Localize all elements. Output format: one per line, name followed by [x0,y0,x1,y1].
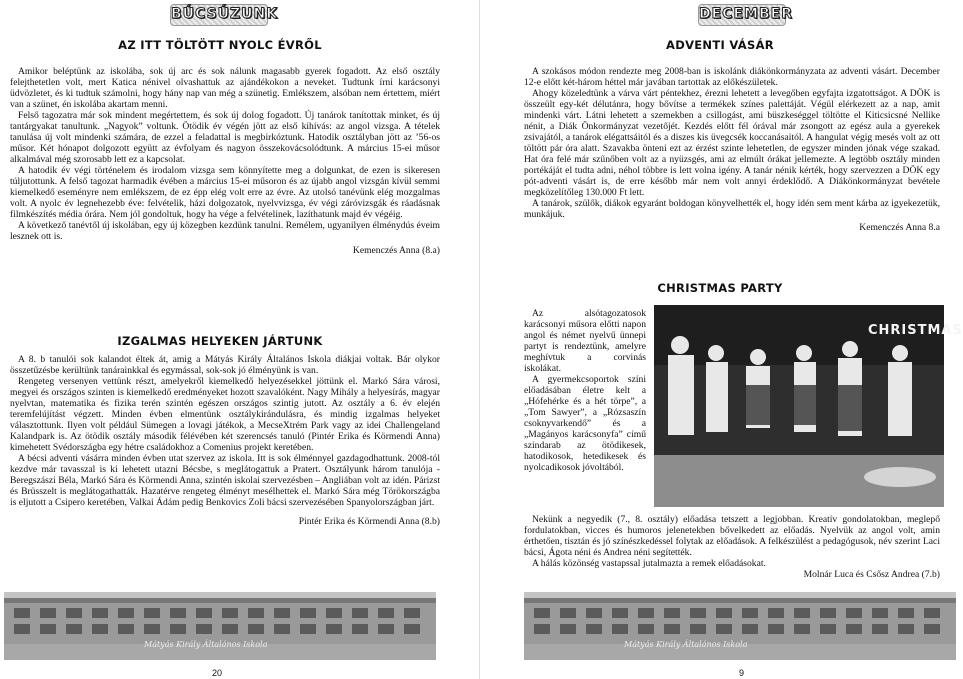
banner-title: DECEMBER [699,6,793,22]
article-title: IZGALMAS HELYEKEN JÁRTUNK [117,334,323,348]
signature: Kemenczés Anna 8.a [859,222,940,233]
right-page [480,0,963,679]
paragraph: A gyermekcsoportok színi előadásában életre kelt a „Hófehérke és a hét törpe”, a „Tom Sawyer”, a „Rózsaszín csoknyvarkendő” és a „Magányos karácsonyfa” című színdarab az ötödikesek, hatodikosok, hetedikesek és nyolcadikosok jóvoltából. [524,374,646,473]
section-banner [698,4,793,26]
article-body [524,514,940,580]
paragraph: Felső tagozatra már sok mindent megértettem, és sok új dolog fogadott. Új tanárok tanítottak minket, és új tantárgyakat tanultunk. „Nagyok” voltunk. Ötödik év végén jött az első kihívás: az angol vizsga. A tételek tanulása új volt mindenki számára, de ezzel a feladattal is megbirkóztunk. Hatodik osztályban jött az ’56-os műsor. Két hónapot dolgozott együtt az évfolyam és nagyon összekovácsolódtunk. A március 15-ei műsor alkalmával még szorosabb lett ez a kapcsolat. [10,110,440,165]
paragraph: A bécsi adventi vásárra minden évben utat szervez az iskola. Itt is sok élménnyel gazdagodhattunk. 2008-tól kezdve már tavasszal is ki lehetett utazni Bécsbe, s meglátogattuk a Pratert. Osztályunk három tanulója - Beregszászi Béla, Markó Sára és Körmendi Anna, szintén iskolai szervezésben – Angliában volt az idén. Párizst és Brüsszelt is meglátogathatták. Hazatérve rengeteg élményt mesélhettek el. Markó Sára még Törökországba is eljutott a Csipero keretében, Valkai Ádám pedig Benkovics Zoli bácsi szervezésében Spanyolországban járt. [10,453,440,508]
signature: Pintér Erika és Körmendi Anna (8.b) [298,516,440,527]
paragraph: Amikor beléptünk az iskolába, sok új arc és sok nálunk magasabb gyerek fogadott. Az első osztály felejthetetlen volt, mert Katica nénivel olvashattuk az ajándékokon a neveket. Tudtunk írni karácsonyi üdvözletet, és ki tudtuk számolni, hogy hány nap van még a szünetig. Emlékszem, alsóban nem értettem, miért van a szünet, én iskolába akartam menni. [10,66,440,110]
paragraph: Rengeteg versenyen vettünk részt, amelyekről kiemelkedő helyezésekkel jöttünk el. Markó Sára városi, megyei és országos szinten is kiemelkedő eredményeket hozott szavalóként. Nagy Mihály a helyesírás, magyar nyelvtan, matematika és fizika terén szintén egészen országos szintig jutott. Az osztály a 6. év elején teremfelújítást végzett. Minden évben elmentünk osztálykirándulásra, és mindig izgalmas helyeket választottunk. Ilyen volt például Sümegen a lovagi játékok, a MecseXtrém Park vagy az idei Challengeland Kalandpark is. Az ötödik osztály második félévében két szerencsés tanuló (Pintér Erika és Körmendi Anna) kimehetett Svédországba egy hétre családokhoz a Comenius projekt keretében. [10,376,440,453]
photo-caption: Mátyás Király Általános Iskola [144,640,268,649]
article-title: ADVENTI VÁSÁR [666,38,774,52]
photo-caption: Mátyás Király Általános Iskola [624,640,748,649]
article-body [10,354,440,527]
signature: Molnár Luca és Csősz Andrea (7.b) [803,569,940,580]
school-building-photo [4,592,436,660]
article-title: AZ ITT TÖLTÖTT NYOLC ÉVRŐL [118,38,322,52]
signature: Kemenczés Anna (8.a) [352,245,440,256]
article-side-text [524,308,646,473]
paragraph: A szokásos módon rendezte meg 2008-ban is iskolánk diákönkormányzata az adventi vásárt. December 12-e előtt két-három héttel már javában tartottak az előkészületek. [524,66,940,88]
article-body [10,66,440,256]
paragraph: Ahogy közeledtünk a várva várt péntekhez, érezni lehetett a levegőben egyfajta izgatottságot. A DÖK is összeült egy-két délutánra, hogy bővítse a termékek színes palettáját. Végül elérkezett az a nap, amit mindenki várt. Látni lehetett a szemekben a csillogást, ami büszkeséggel töltötte el Kiticsicsné Nellike nénit, a Diák Önkormányzat vezetőjét. Kezdés előtt fél órával már zsongott az egész aula a gyerekek zsivajától, a tanárok elégattsáitól és a diszes kis üvegcsék koccanásaitól. A hangulat végig mesés volt az ott töltött pár óra alatt. Szavakba önteni ezt az érzést szinte lehetetlen, de egyszer minden jónak vége szakad. Hat óra felé már szűnőben volt az a nyüzsgés, ami az elmúlt órákat jellemezte. A legtöbb osztály minden portékáját el tudta adni, néhol többre is lett volna igény. A tanár nénik kérték, hogy szervezzen a DÖK egy pót-adventi vásárt is, de erre később már nem volt annyi érdeklődő. A Diákönkormányzat bevétele megközelítőleg 130.000 Ft lett. [524,88,940,198]
page-number: 20 [212,668,223,678]
paragraph: Az alsótagozatosok karácsonyi műsora előtti napon angol és német nyelvű ünnepi partyt is rendeztünk, amelyre meghívtuk a corvinás iskolákat. [524,308,646,374]
paragraph: A következő tanévtől új iskolában, egy új közegben kezdünk tanulni. Remélem, ugyanilyen élménydús éveim lesznek ott is. [10,220,440,242]
article-title: CHRISTMAS PARTY [657,281,783,295]
school-building-photo [524,592,956,660]
section-banner [170,4,279,26]
school-building-image [4,592,436,660]
paragraph: Nekünk a negyedik (7., 8. osztály) előadása tetszett a legjobban. Kreatív gondolatokban, meglepő fordulatokban, vicces és humoros jelenetekben bővelkedett az előadás. Nyelvük az angol volt, amin érthetően, tisztán és jó színészkedéssel folytak az előadások. A felkészülést a pedagógusok, név szerint Laci bácsi, Ágota néni és Andrea néni segítették. [524,514,940,558]
page-number: 9 [739,668,745,678]
left-page [0,0,480,679]
christmas-party-photo [654,305,963,507]
paragraph: A 8. b tanulói sok kalandot éltek át, amig a Mátyás Király Általános Iskola diákjai voltak. Bár olykor összetűzésbe kerültünk tanárainkkal és egymással, sok-sok jó élményünk is van. [10,354,440,376]
photo-banner-text: CHRISTMAS [868,323,963,338]
article-body [524,66,940,233]
banner-title: BÚCSÚZUNK [171,6,279,22]
paragraph: A hálás közönség vastapssal jutalmazta a remek előadásokat. [532,558,766,569]
paragraph: A tanárok, szülők, diákok egyaránt boldogan könyvelhették el, hogy idén sem ment kárba az igyekezetük, munkájuk. [524,198,940,220]
paragraph: A hatodik év végi történelem és irodalom vizsga sem könnyítette meg a dolgunkat, de ezen is sikeresen túljutottunk. A felső tagozat harmadik évében a március 15-ei műsoron és az újabb angol vizsgán kívül semmi kiemelkedő eseményre nem emlékszem, de ez épp elég volt erre az évre. Az utolsó tanévünk elég mozgalmas volt. A nyolc év legnehezebb éve: felvételik, házi dolgozatok, nyelvvizsga, év végi záróvizsgák és ráadásnak filmkészítés média órára. Nem jól gondoltuk, hogy ha vége a felvételinek, lazíthatunk majd év végéig. [10,165,440,220]
school-building-image [524,592,956,660]
